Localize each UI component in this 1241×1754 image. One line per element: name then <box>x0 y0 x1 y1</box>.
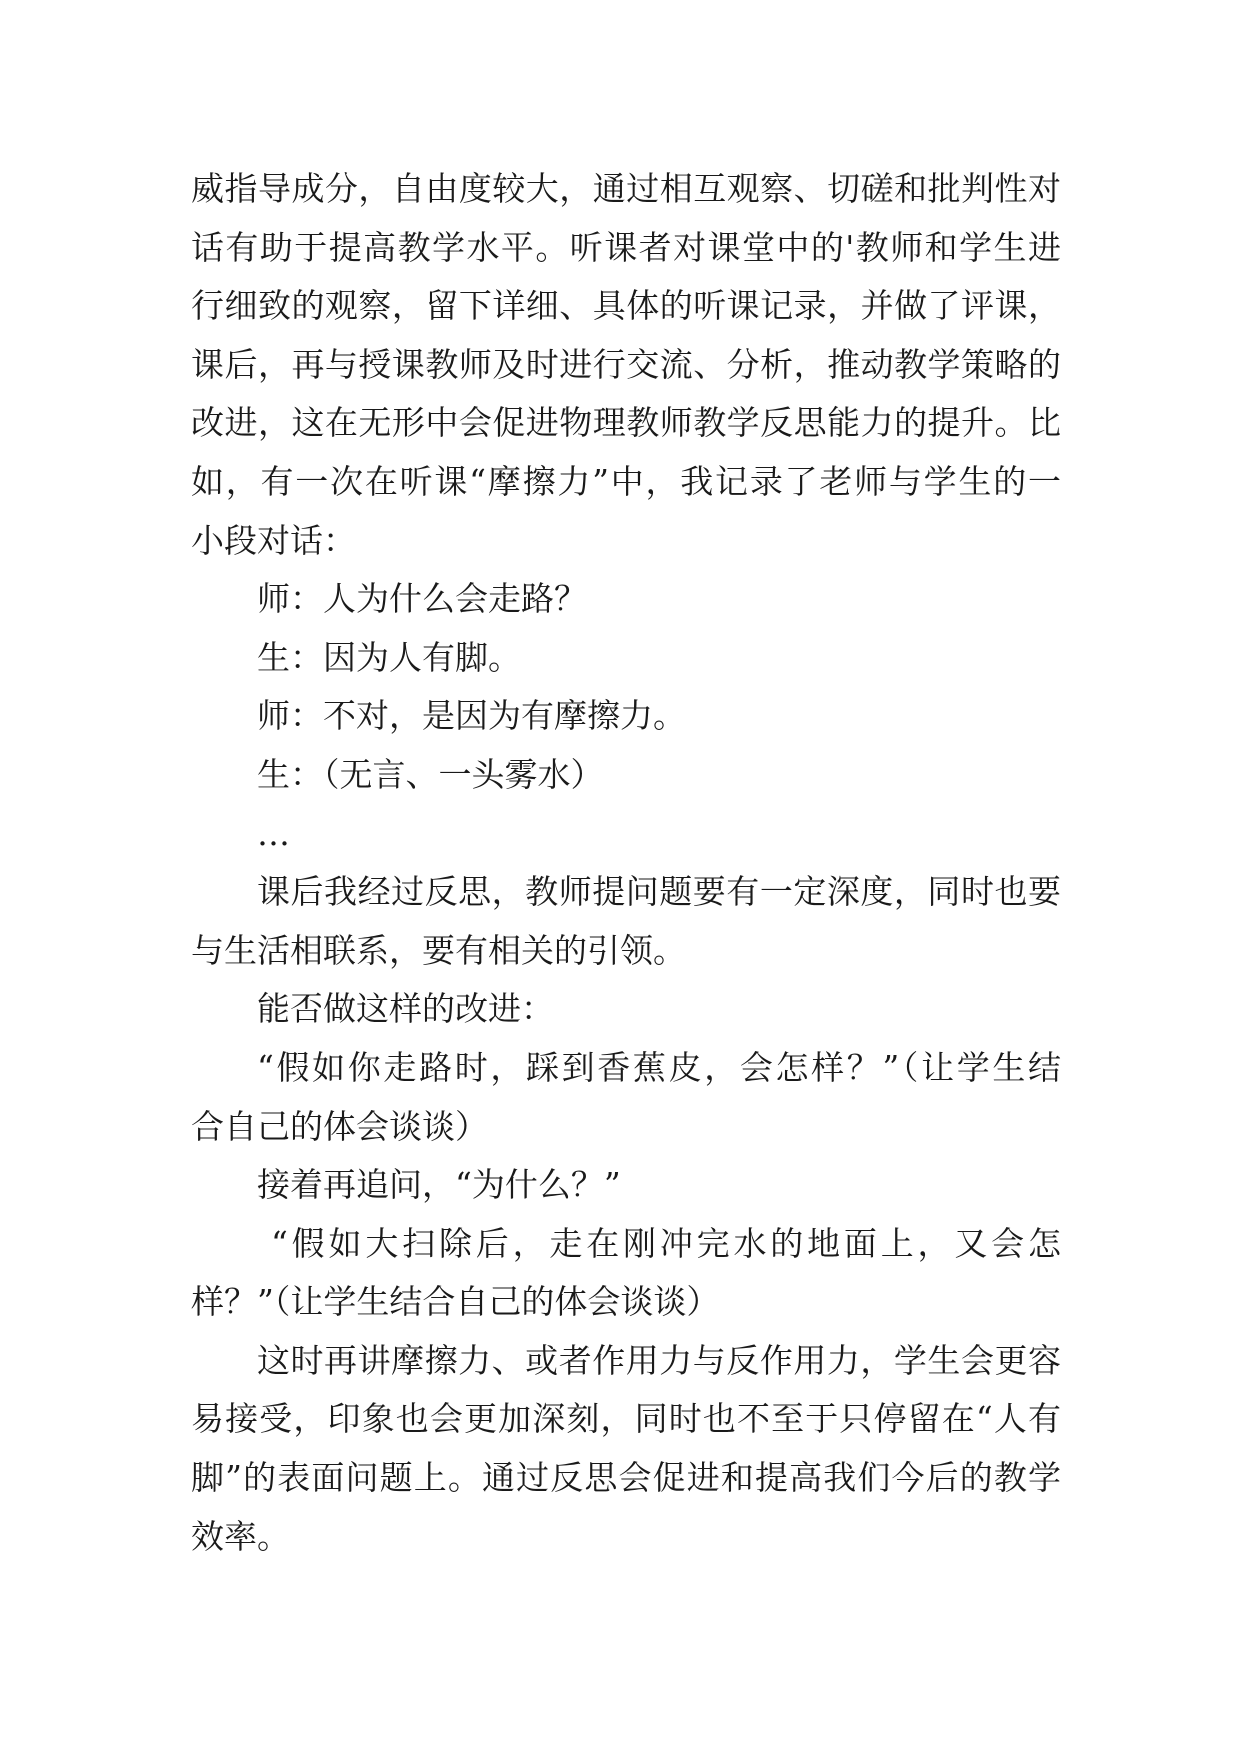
text-line: 威指导成分，自由度较大，通过相互观察、切磋和批判性对 <box>191 169 1061 208</box>
text-line: 课后我经过反思，教师提问题要有一定深度，同时也要 <box>257 872 1061 912</box>
text-line: 接着再追问，“为什么？” <box>257 1165 621 1205</box>
text-line: 合自己的体会谈谈） <box>191 1106 488 1146</box>
text-line: 课后，再与授课教师及时进行交流、分析，推动教学策略的 <box>191 344 1061 384</box>
text-line: 能否做这样的改进： <box>257 989 554 1029</box>
text-line: 如，有一次在听课“摩擦力”中，我记录了老师与学生的一 <box>191 461 1061 501</box>
text-line: 脚”的表面问题上。通过反思会促进和提高我们今后的教学 <box>191 1458 1061 1498</box>
text-line: 话有助于提高教学水平。听课者对课堂中的'教师和学生进 <box>191 227 1061 267</box>
text-line: 与生活相联系，要有相关的引领。 <box>191 930 686 970</box>
dialogue-line-student: 生：（无言、一头雾水） <box>257 754 604 794</box>
text-line: 效率。 <box>191 1516 290 1556</box>
text-line: 改进，这在无形中会促进物理教师教学反思能力的提升。比 <box>191 403 1061 443</box>
text-line: 小段对话： <box>191 520 356 560</box>
text-line: 这时再讲摩擦力、或者作用力与反作用力，学生会更容 <box>257 1340 1061 1380</box>
dialogue-line-teacher: 师：人为什么会走路？ <box>257 579 587 619</box>
ellipsis-line: … <box>257 813 290 853</box>
document-body <box>191 160 1061 1566</box>
dialogue-line-teacher: 师：不对，是因为有摩擦力。 <box>257 696 686 736</box>
dialogue-line-student: 生：因为人有脚。 <box>257 637 521 677</box>
text-line: “假如你走路时，踩到香蕉皮，会怎样？”（让学生结 <box>257 1047 1061 1087</box>
text-line: “假如大扫除后，走在刚冲完水的地面上，又会怎 <box>271 1223 1061 1263</box>
text-line: 样？”（让学生结合自己的体会谈谈） <box>191 1282 720 1322</box>
text-line: 行细致的观察，留下详细、具体的听课记录，并做了评课， <box>191 286 1061 326</box>
text-line: 易接受，印象也会更加深刻，同时也不至于只停留在“人有 <box>191 1399 1061 1439</box>
